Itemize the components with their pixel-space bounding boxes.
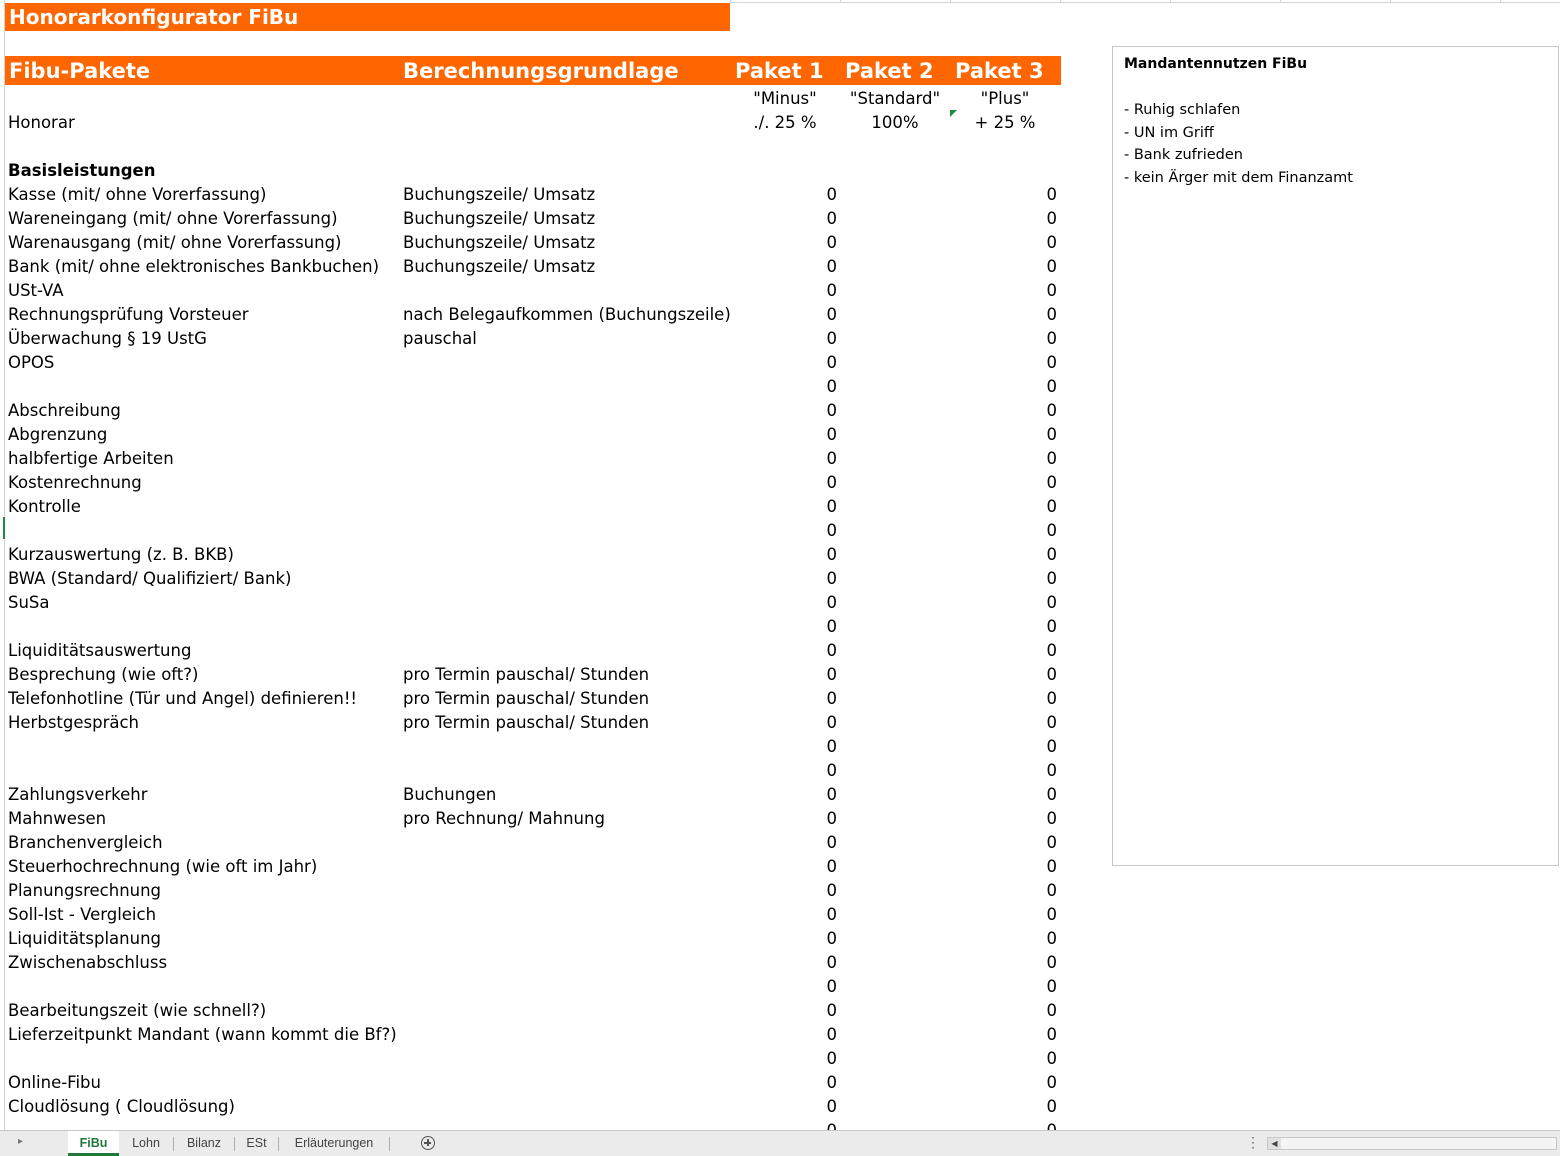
row-label[interactable]: Wareneingang (mit/ ohne Vorerfassung) [8, 209, 338, 228]
row-paket-3-value[interactable]: 0 [1046, 473, 1057, 492]
row-paket-1-value[interactable]: 0 [826, 881, 837, 900]
row-paket-3-value[interactable]: 0 [1046, 833, 1057, 852]
row-paket-3-value[interactable]: 0 [1046, 809, 1057, 828]
tab-bilanz[interactable]: Bilanz [186, 1136, 222, 1150]
row-paket-3-value[interactable]: 0 [1046, 737, 1057, 756]
row-paket-1-value[interactable]: 0 [826, 281, 837, 300]
row-berechnungsgrundlage[interactable]: Buchungszeile/ Umsatz [403, 233, 596, 252]
row-label[interactable]: USt-VA [8, 281, 64, 300]
row-label[interactable]: Telefonhotline (Tür und Angel) definieren!! [8, 689, 358, 708]
row-paket-1-value[interactable]: 0 [826, 977, 837, 996]
row-label[interactable]: Kasse (mit/ ohne Vorerfassung) [8, 185, 267, 204]
paket-2-rate[interactable]: 100% [871, 113, 919, 132]
sheet-title[interactable]: Honorarkonfigurator FiBu [5, 3, 730, 31]
row-label[interactable]: Bank (mit/ ohne elektronisches Bankbuchen) [8, 257, 380, 276]
row-paket-3-value[interactable]: 0 [1046, 1049, 1057, 1068]
row-paket-1-value[interactable]: 0 [826, 665, 837, 684]
row-paket-1-value[interactable]: 0 [826, 329, 837, 348]
row-paket-3-value[interactable]: 0 [1046, 929, 1057, 948]
row-paket-1-value[interactable]: 0 [826, 953, 837, 972]
row-berechnungsgrundlage[interactable]: Buchungszeile/ Umsatz [403, 257, 596, 276]
row-paket-3-value[interactable]: 0 [1046, 185, 1057, 204]
row-paket-3-value[interactable]: 0 [1046, 617, 1057, 636]
header-paket-3[interactable]: Paket 3 [955, 59, 1044, 83]
header-berechnungsgrundlage[interactable]: Berechnungsgrundlage [403, 59, 679, 83]
row-paket-1-value[interactable]: 0 [826, 497, 837, 516]
row-paket-3-value[interactable]: 0 [1046, 785, 1057, 804]
row-label[interactable]: Online-Fibu [8, 1073, 101, 1092]
row-label[interactable]: Überwachung § 19 UstG [8, 329, 207, 348]
notes-item: - Bank zufrieden [1124, 147, 1244, 163]
row-paket-3-value[interactable]: 0 [1046, 497, 1057, 516]
row-paket-1-value[interactable]: 0 [826, 305, 837, 324]
row-berechnungsgrundlage[interactable]: pro Termin pauschal/ Stunden [403, 689, 650, 708]
row-header-edge [4, 0, 5, 1130]
column-gridlines [730, 0, 1560, 3]
row-paket-3-value[interactable]: 0 [1046, 761, 1057, 780]
row-paket-1-value[interactable]: 0 [826, 545, 837, 564]
scroll-tabs-right-icon[interactable]: ▸ [18, 1136, 24, 1147]
row-paket-1-value[interactable]: 0 [826, 833, 837, 852]
row-paket-3-value[interactable]: 0 [1046, 425, 1057, 444]
scroll-left-icon[interactable]: ◀ [1268, 1138, 1281, 1149]
row-paket-3-value[interactable]: 0 [1046, 305, 1057, 324]
row-paket-3-value[interactable]: 0 [1046, 593, 1057, 612]
header-paket-2[interactable]: Paket 2 [845, 59, 934, 83]
row-paket-1-value[interactable]: 0 [826, 521, 837, 540]
row-label[interactable]: Warenausgang (mit/ ohne Vorerfassung) [8, 233, 342, 252]
row-paket-3-value[interactable]: 0 [1046, 329, 1057, 348]
row-paket-1-value[interactable]: 0 [826, 1073, 837, 1092]
header-paket-1[interactable]: Paket 1 [735, 59, 824, 83]
row-berechnungsgrundlage[interactable]: Buchungszeile/ Umsatz [403, 185, 596, 204]
row-paket-3-value[interactable]: 0 [1046, 641, 1057, 660]
tab-est[interactable]: ESt [246, 1136, 267, 1150]
row-berechnungsgrundlage[interactable]: pauschal [403, 329, 477, 348]
row-label[interactable]: Kurzauswertung (z. B. BKB) [8, 545, 234, 564]
row-berechnungsgrundlage[interactable]: Buchungen [403, 785, 497, 804]
table-header [5, 56, 1061, 85]
row-paket-1-value[interactable]: 0 [826, 785, 837, 804]
tab-separator [389, 1137, 390, 1151]
row-paket-3-value[interactable]: 0 [1046, 233, 1057, 252]
row-label[interactable]: Lieferzeitpunkt Mandant (wann kommt die Bf?) [8, 1025, 397, 1044]
row-paket-3-value[interactable]: 0 [1046, 1025, 1057, 1044]
tab-erlaeuterungen[interactable]: Erläuterungen [294, 1136, 374, 1150]
row-paket-1-value[interactable]: 0 [826, 617, 837, 636]
row-paket-1-value[interactable]: 0 [826, 257, 837, 276]
row-paket-3-value[interactable]: 0 [1046, 353, 1057, 372]
row-paket-1-value[interactable]: 0 [826, 713, 837, 732]
row-paket-3-value[interactable]: 0 [1046, 449, 1057, 468]
row-selection-marker [3, 517, 5, 539]
row-label[interactable]: Mahnwesen [8, 809, 107, 828]
row-paket-3-value[interactable]: 0 [1046, 689, 1057, 708]
row-label[interactable]: BWA (Standard/ Qualifiziert/ Bank) [8, 569, 292, 588]
row-paket-1-value[interactable]: 0 [826, 473, 837, 492]
paket-3-rate[interactable]: + 25 % [974, 113, 1036, 132]
row-paket-3-value[interactable]: 0 [1046, 1001, 1057, 1020]
row-label[interactable]: Kontrolle [8, 497, 81, 516]
row-paket-3-value[interactable]: 0 [1046, 257, 1057, 276]
sheet-tab-bar [0, 1130, 1560, 1156]
row-paket-1-value[interactable]: 0 [826, 1049, 837, 1068]
row-paket-3-value[interactable]: 0 [1046, 377, 1057, 396]
horizontal-scrollbar[interactable] [1267, 1137, 1557, 1150]
header-fibu-pakete[interactable]: Fibu-Pakete [9, 59, 151, 83]
paket-3-name[interactable]: "Plus" [980, 89, 1030, 108]
row-label[interactable]: Herbstgespräch [8, 713, 140, 732]
notes-item: - UN im Griff [1124, 124, 1214, 141]
paket-2-name[interactable]: "Standard" [849, 89, 941, 108]
row-label[interactable]: Abgrenzung [8, 425, 108, 444]
row-berechnungsgrundlage[interactable]: pro Termin pauschal/ Stunden [403, 665, 650, 684]
row-label[interactable]: Soll-Ist - Vergleich [8, 905, 157, 924]
row-label[interactable]: Branchenvergleich [8, 833, 163, 852]
section-title[interactable]: Basisleistungen [8, 161, 156, 180]
row-paket-1-value[interactable]: 0 [826, 1025, 837, 1044]
row-paket-3-value[interactable]: 0 [1046, 713, 1057, 732]
row-label[interactable]: halbfertige Arbeiten [8, 449, 174, 468]
row-label[interactable]: Rechnungsprüfung Vorsteuer [8, 305, 249, 324]
row-label[interactable]: Bearbeitungszeit (wie schnell?) [8, 1001, 267, 1020]
row-berechnungsgrundlage[interactable]: nach Belegaufkommen (Buchungszeile) [403, 305, 731, 324]
row-label[interactable]: Steuerhochrechnung (wie oft im Jahr) [8, 857, 318, 876]
paket-1-rate[interactable]: ./. 25 % [753, 113, 817, 132]
row-paket-1-value[interactable]: 0 [826, 353, 837, 372]
row-paket-3-value[interactable]: 0 [1046, 953, 1057, 972]
row-paket-3-value[interactable]: 0 [1046, 1097, 1057, 1116]
row-label[interactable]: Planungsrechnung [8, 881, 162, 900]
honorar-label[interactable]: Honorar [8, 113, 75, 132]
tab-fibu[interactable]: FiBu [68, 1131, 119, 1156]
row-paket-1-value[interactable]: 0 [826, 209, 837, 228]
paket-1-name[interactable]: "Minus" [753, 89, 817, 108]
row-paket-1-value[interactable]: 0 [826, 185, 837, 204]
row-paket-3-value[interactable]: 0 [1046, 521, 1057, 540]
row-paket-3-value[interactable]: 0 [1046, 209, 1057, 228]
row-paket-3-value[interactable]: 0 [1046, 881, 1057, 900]
notes-title: Mandantennutzen FiBu [1124, 56, 1308, 72]
more-options-icon[interactable]: ⋮ [1246, 1134, 1260, 1150]
row-label[interactable]: OPOS [8, 353, 55, 372]
row-paket-3-value[interactable]: 0 [1046, 905, 1057, 924]
row-paket-3-value[interactable]: 0 [1046, 977, 1057, 996]
row-paket-1-value[interactable]: 0 [826, 1097, 837, 1116]
row-paket-1-value[interactable]: 0 [826, 569, 837, 588]
add-sheet-icon[interactable] [421, 1136, 435, 1150]
row-label[interactable]: Besprechung (wie oft?) [8, 665, 199, 684]
row-label[interactable]: Zwischenabschluss [8, 953, 168, 972]
row-paket-1-value[interactable]: 0 [826, 689, 837, 708]
row-berechnungsgrundlage[interactable]: pro Termin pauschal/ Stunden [403, 713, 650, 732]
notes-item: - Ruhig schlafen [1124, 102, 1241, 118]
row-paket-3-value[interactable]: 0 [1046, 665, 1057, 684]
row-berechnungsgrundlage[interactable]: pro Rechnung/ Mahnung [403, 809, 605, 828]
row-label[interactable]: Kostenrechnung [8, 473, 142, 492]
row-label[interactable]: SuSa [8, 593, 50, 612]
row-paket-3-value[interactable]: 0 [1046, 281, 1057, 300]
row-paket-3-value[interactable]: 0 [1046, 569, 1057, 588]
row-paket-1-value[interactable]: 0 [826, 761, 837, 780]
row-paket-1-value[interactable]: 0 [826, 905, 837, 924]
row-label[interactable]: Zahlungsverkehr [8, 785, 148, 804]
row-paket-1-value[interactable]: 0 [826, 641, 837, 660]
row-paket-3-value[interactable]: 0 [1046, 857, 1057, 876]
comment-indicator-icon[interactable] [950, 110, 957, 117]
row-paket-1-value[interactable]: 0 [826, 857, 837, 876]
row-paket-1-value[interactable]: 0 [826, 425, 837, 444]
row-paket-1-value[interactable]: 0 [826, 929, 837, 948]
row-paket-3-value[interactable]: 0 [1046, 401, 1057, 420]
row-paket-1-value[interactable]: 0 [826, 809, 837, 828]
tab-lohn[interactable]: Lohn [132, 1136, 160, 1150]
row-paket-1-value[interactable]: 0 [826, 449, 837, 468]
row-label[interactable]: Liquiditätsauswertung [8, 641, 192, 660]
row-paket-3-value[interactable]: 0 [1046, 545, 1057, 564]
notes-item: - kein Ärger mit dem Finanzamt [1124, 169, 1353, 186]
row-label[interactable]: Abschreibung [8, 401, 121, 420]
row-paket-1-value[interactable]: 0 [826, 1001, 837, 1020]
row-paket-1-value[interactable]: 0 [826, 377, 837, 396]
row-paket-1-value[interactable]: 0 [826, 233, 837, 252]
row-label[interactable]: Liquiditätsplanung [8, 929, 162, 948]
row-paket-3-value[interactable]: 0 [1046, 1073, 1057, 1092]
row-paket-1-value[interactable]: 0 [826, 737, 837, 756]
row-paket-1-value[interactable]: 0 [826, 401, 837, 420]
notes-textbox[interactable] [1112, 46, 1559, 866]
row-label[interactable]: Cloudlösung ( Cloudlösung) [8, 1097, 235, 1116]
row-paket-1-value[interactable]: 0 [826, 593, 837, 612]
row-berechnungsgrundlage[interactable]: Buchungszeile/ Umsatz [403, 209, 596, 228]
